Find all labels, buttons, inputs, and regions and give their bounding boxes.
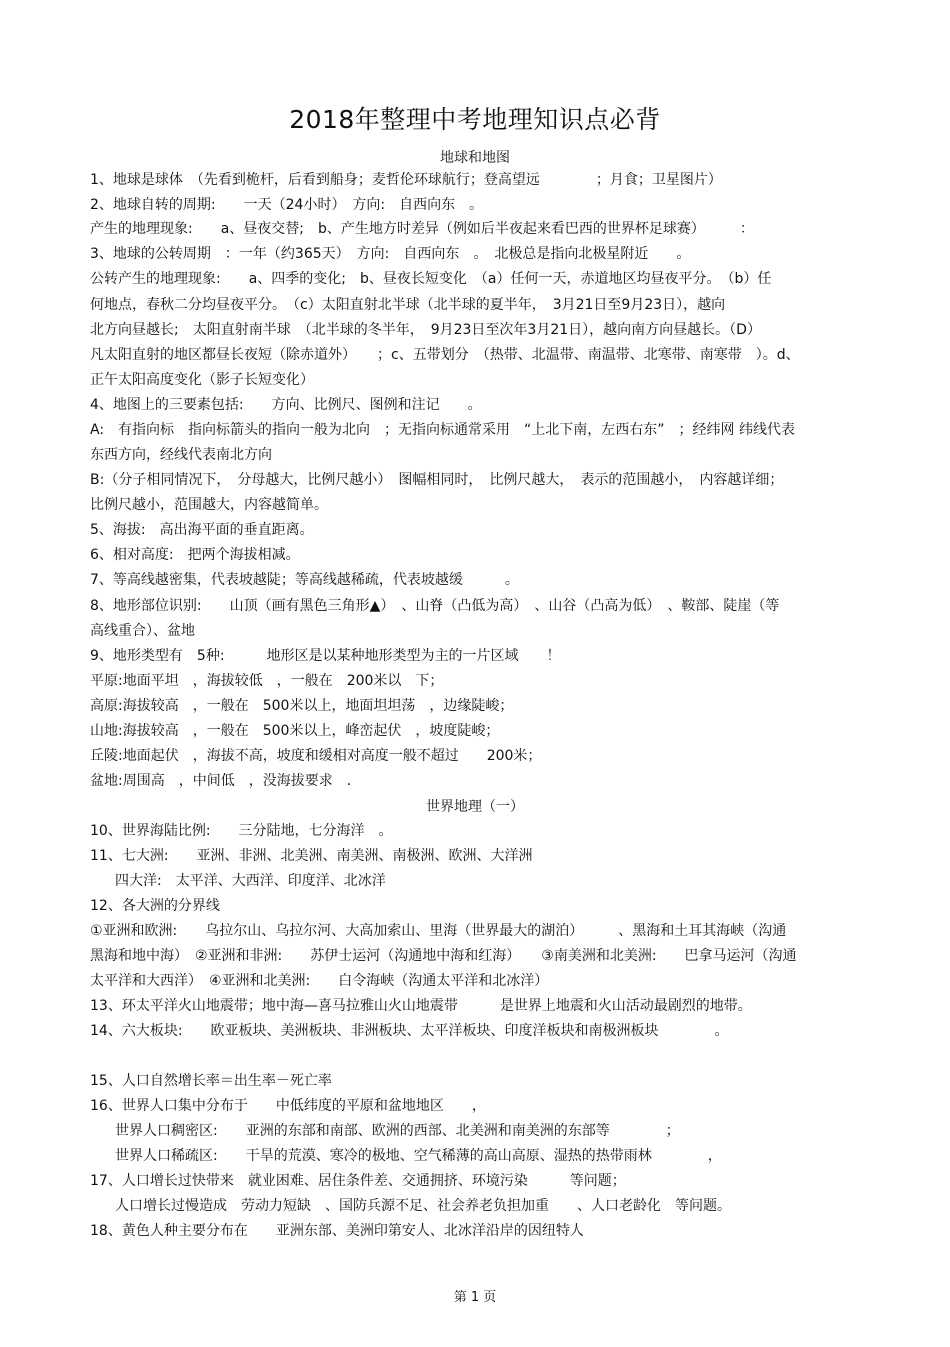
text-line: 12、各大洲的分界线 [90,898,220,914]
text-line: 9、地形类型有 5种: 地形区是以某种地形类型为主的一片区域 ！ [90,648,561,664]
text-line: 凡太阳直射的地区都昼长夜短（除赤道外） ；c、五带划分 （热带、北温带、南温带、北寒带、南寒带 ）。d、 [90,347,800,363]
text-line: B:（分子相同情况下， 分母越大，比例尺越小） 图幅相同时， 比例尺越大， 表示的范围越小， 内容越详细； [90,472,784,488]
document-title: 2018年整理中考地理知识点必背 [289,105,661,134]
text-line: 15、人口自然增长率＝出生率－死亡率 [90,1073,332,1089]
text-line: 17、人口增长过快带来 就业困难、居住条件差、交通拥挤、环境污染 等问题； [90,1173,626,1189]
text-line: A: 有指向标 指向标箭头的指向一般为北向 ；无指向标通常采用 “上北下南，左西右东” ；经纬网 纬线代表 [90,422,796,438]
text-line: 6、相对高度: 把两个海拔相减。 [90,547,300,563]
text-line: ①亚洲和欧洲: 乌拉尔山、乌拉尔河、大高加索山、里海（世界最大的湖泊） 、黑海和土耳其海峡（沟通 [90,923,787,939]
text-line: 世界人口稀疏区: 干旱的荒漠、寒冷的极地、空气稀薄的高山高原、湿热的热带雨林 ， [115,1148,722,1164]
text-line: 北方向昼越长; 太阳直射南半球 （北半球的冬半年， 9月23日至次年3月21日），越向南方向昼越长。（D） [90,322,761,338]
text-line: 世界人口稠密区: 亚洲的东部和南部、欧洲的西部、北美洲和南美洲的东部等 ； [115,1123,680,1139]
text-line: 11、七大洲: 亚洲、非洲、北美洲、南美洲、南极洲、欧洲、大洋洲 [90,848,533,864]
text-line: 正午太阳高度变化（影子长短变化） [90,372,314,388]
text-line: 山地:海拔较高 ，一般在 500米以上，峰峦起伏 ，坡度陡峻； [90,723,500,739]
text-line: 18、黄色人种主要分布在 亚洲东部、美洲印第安人、北冰洋沿岸的因纽特人 [90,1223,584,1239]
text-line: 何地点，春秋二分均昼夜平分。 （c）太阳直射北半球（北半球的夏半年， 3月21日至9月23日），越向 [90,297,726,313]
text-line: 14、六大板块: 欧亚板块、美洲板块、非洲板块、太平洋板块、印度洋板块和南极洲板块 。 [90,1023,729,1039]
text-line: 人口增长过慢造成 劳动力短缺 、国防兵源不足、社会养老负担加重 、人口老龄化 等问题。 [115,1198,731,1214]
text-line: 5、海拔: 高出海平面的垂直距离。 [90,522,314,538]
text-line: 东西方向，经线代表南北方向 [90,447,272,463]
text-line: 产生的地理现象: a、昼夜交替; b、产生地方时差异（例如后半夜起来看巴西的世界杯足球赛） ： [90,221,754,237]
text-line: 比例尺越小，范围越大，内容越简单。 [90,497,328,513]
section-heading-earth-and-maps: 地球和地图 [440,150,510,166]
text-line: 公转产生的地理现象: a、四季的变化; b、昼夜长短变化 （a）任何一天，赤道地区均昼夜平分。 （b）任 [90,271,772,287]
text-line: 2、地球自转的周期: 一天（24小时） 方向: 自西向东 。 [90,197,484,213]
section-heading-world-geography: 世界地理（一） [426,799,524,815]
page-number: 第 1 页 [453,1290,497,1305]
text-line: 丘陵:地面起伏 ，海拔不高，坡度和缓相对高度一般不超过 200米； [90,748,542,764]
text-line: 太平洋和大西洋） ④亚洲和北美洲: 白令海峡（沟通太平洋和北冰洋） [90,973,549,989]
text-line: 16、世界人口集中分布于 中低纬度的平原和盆地地区 ， [90,1098,486,1114]
text-line: 四大洋: 太平洋、大西洋、印度洋、北冰洋 [115,873,386,889]
text-line: 3、地球的公转周期 ：一年（约365天） 方向: 自西向东 。 北极总是指向北极星附近 。 [90,246,691,262]
text-line: 盆地:周围高 ，中间低 ，没海拔要求 ． [90,773,361,789]
text-line: 13、环太平洋火山地震带；地中海—喜马拉雅山火山地震带 是世界上地震和火山活动最剧烈的地带。 [90,998,752,1014]
text-line: 1、地球是球体 （先看到桅杆，后看到船身；麦哲伦环球航行；登高望远 ；月食；卫星图片） [90,172,722,188]
text-line: 平原:地面平坦 ，海拔较低 ，一般在 200米以 下； [90,673,444,689]
text-line: 4、地图上的三要素包括: 方向、比例尺、图例和注记 。 [90,397,482,413]
text-line: 高原:海拔较高 ，一般在 500米以上，地面坦坦荡 ，边缘陡峻； [90,698,514,714]
text-line: 7、等高线越密集，代表坡越陡；等高线越稀疏，代表坡越缓 。 [90,572,519,588]
text-line: 10、世界海陆比例: 三分陆地，七分海洋 。 [90,823,393,839]
text-line: 高线重合）、盆地 [90,623,195,639]
text-line: 黑海和地中海） ②亚洲和非洲: 苏伊士运河（沟通地中海和红海） ③南美洲和北美洲: 巴拿马运河（沟通 [90,948,797,964]
text-line: 8、地形部位识别: 山顶（画有黑色三角形▲） 、山脊（凸低为高） 、山谷（凸高为低） 、鞍部、陡崖（等 [90,598,780,614]
